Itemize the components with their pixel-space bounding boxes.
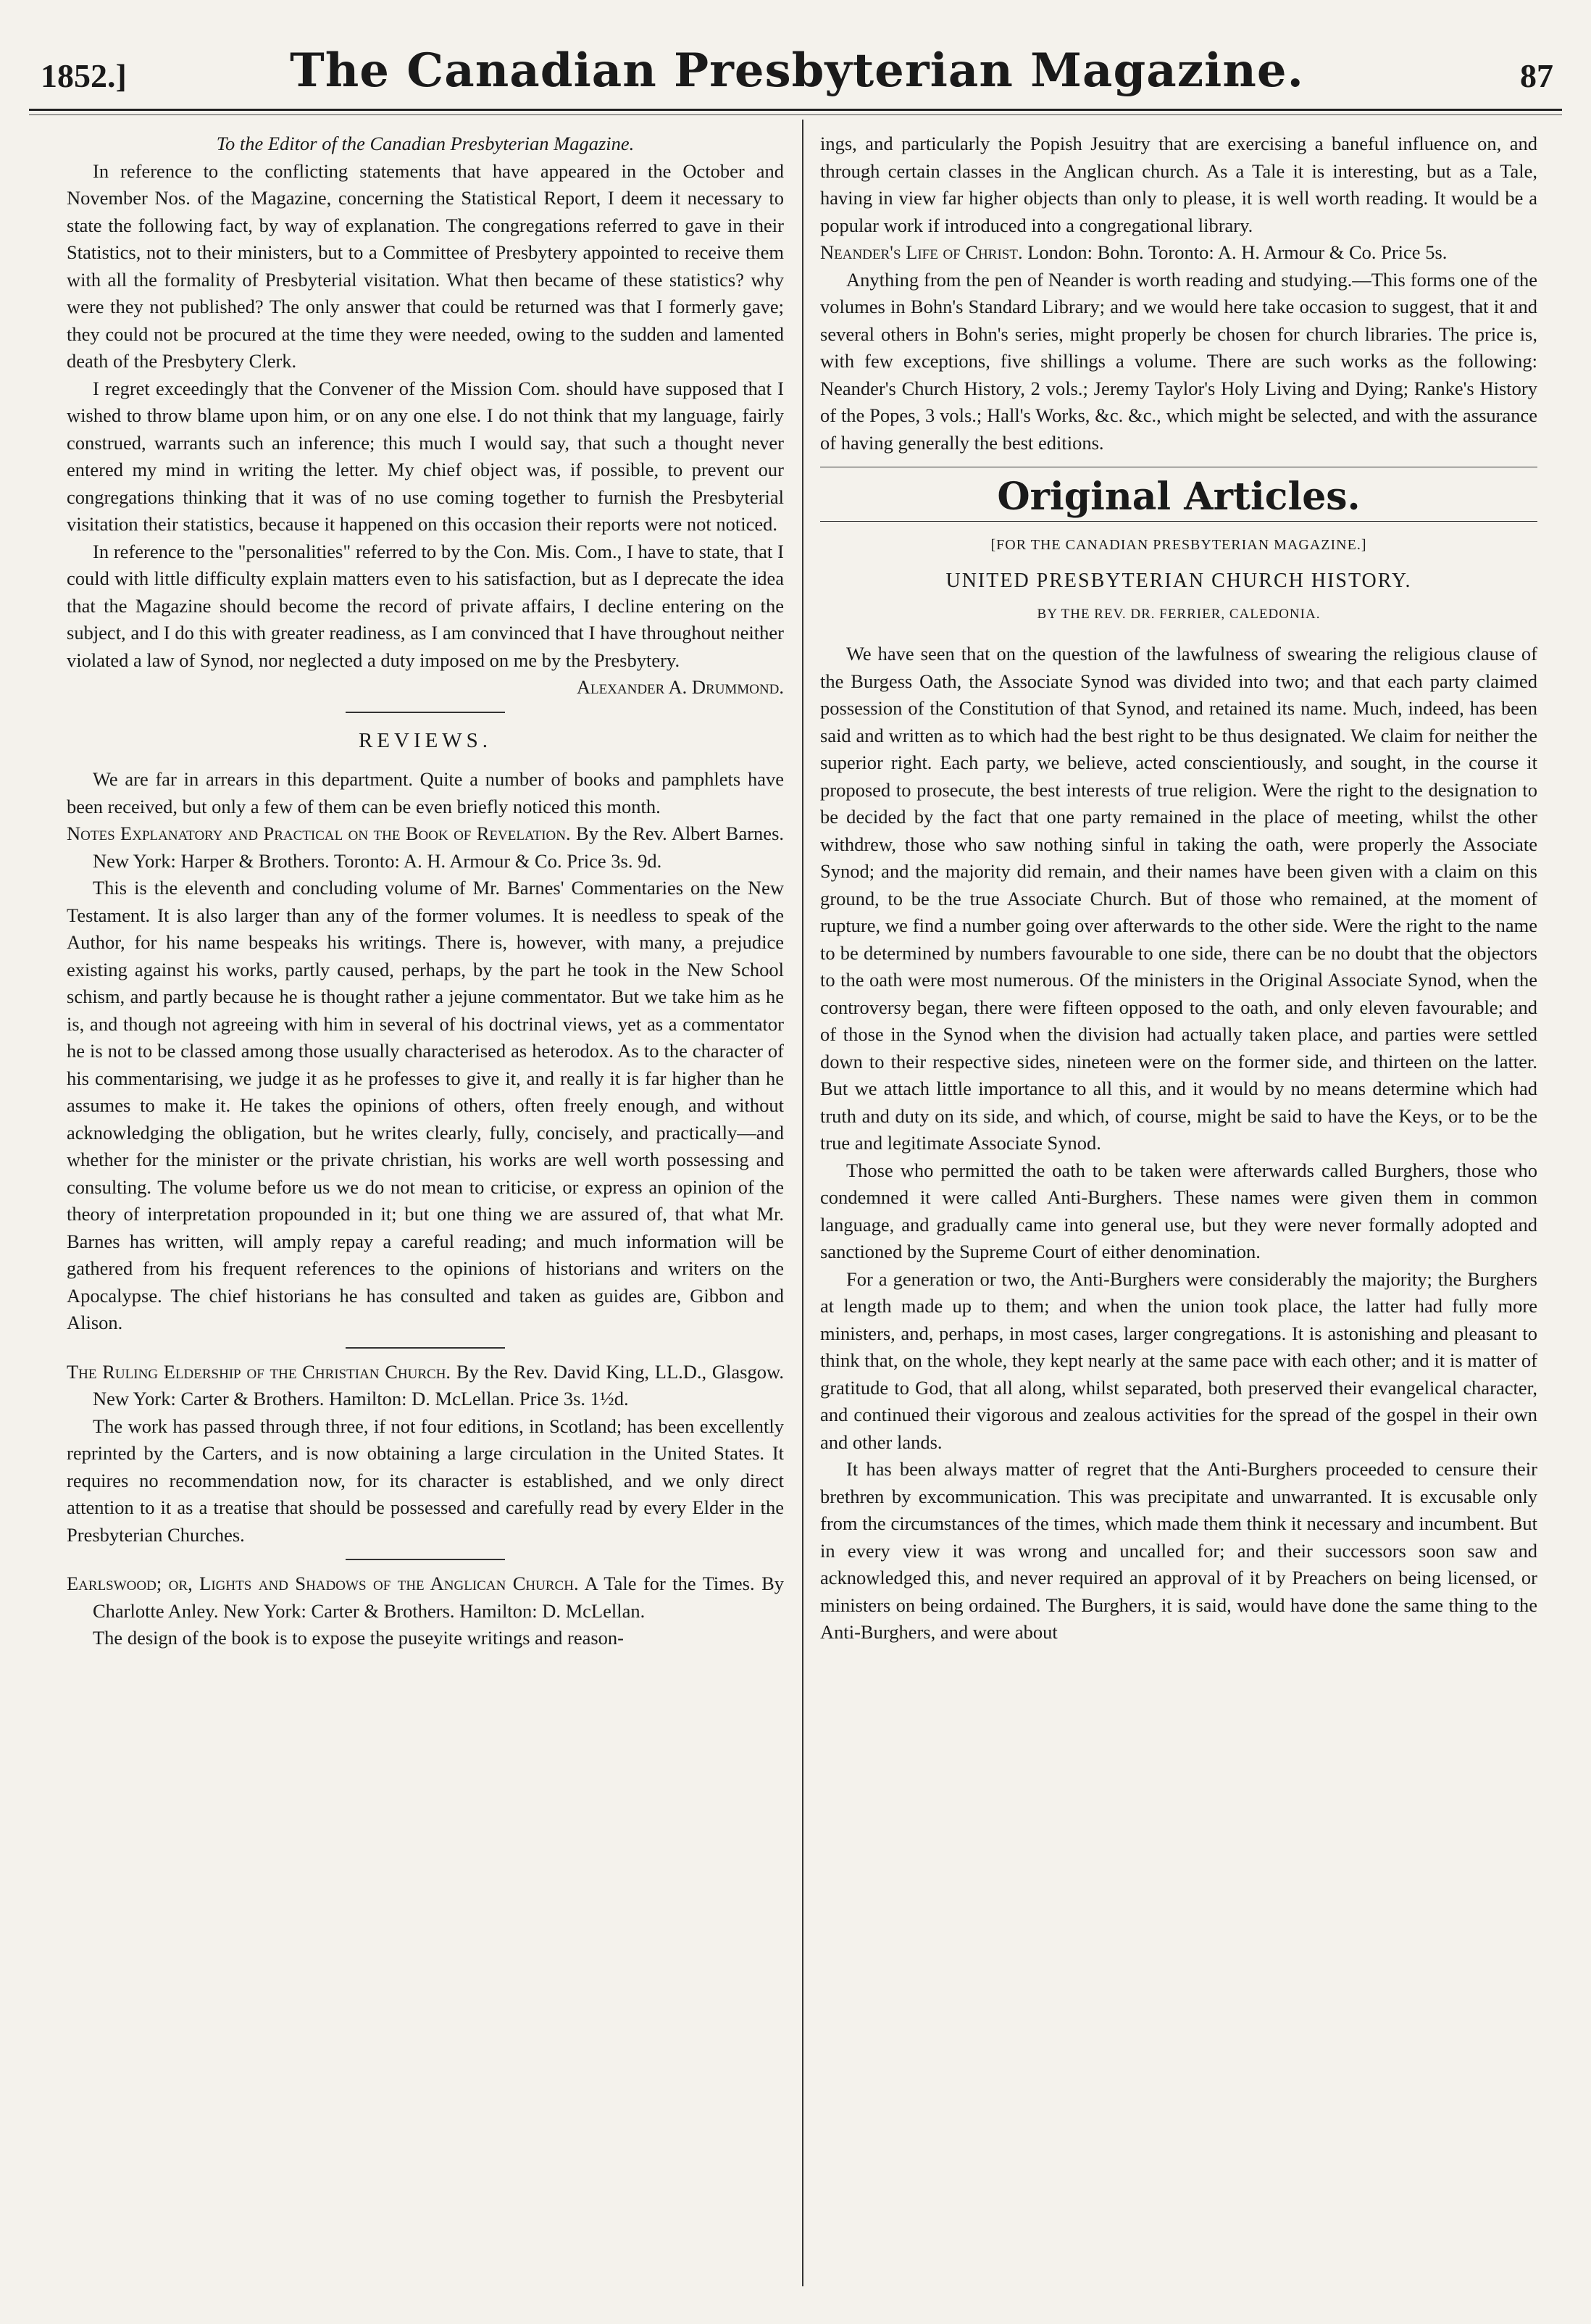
letter-paragraph: I regret exceedingly that the Convener of the Mission Com. should have supposed that I wished to throw blame upon him, or on any one else. I do not think that my language, fairly construed, warrants such an inference; this much I would say, that such a thought never entered my mind in writing the letter. My chief object was, if possible, to prevent our congregations thinking that it was of no use coming together to furnish the Presbyterial visitation their statistics, because it happened on this occasion their reports were not noticed. (67, 377, 784, 535)
review-continuation: ings, and particularly the Popish Jesuitry that are exercising a baneful influence on, and through certain classes in the Anglican church. As a Tale it is interesting, but as a Tale, having in view far higher objects than only to please, it is well worth reading. It would be a popular work if introduced into a congregational library. (820, 133, 1537, 236)
page-number: 87 (1520, 57, 1553, 94)
right-column (820, 130, 1537, 1646)
section-rule (346, 712, 505, 713)
letter-signature: Alexander A. Drummond. (576, 676, 784, 698)
review-body: The work has passed through three, if not four editions, in Scotland; has been excellently reprinted by the Carters, and is now obtaining a large circulation in the United States. It requires no recommendation now, for its character is established, and we only direct attention to it as a treatise that should be possessed and carefully read by every Elder in the Presbyterian Churches. (67, 1415, 784, 1546)
review-details: By the Rev. David King, LL.D., Glasgow. New York: Carter & Brothers. Hamilton: D. McLellan. Price 3s. 1½d. (93, 1360, 785, 1409)
reviews-intro: We are far in arrears in this department. Quite a number of books and pamphlets have been received, but only a few of them can be even briefly noticed this month. (67, 768, 784, 817)
review-body: This is the eleventh and concluding volume of Mr. Barnes' Commentaries on the New Testament. It is also larger than any of the former volumes. It is needless to speak of the Author, for his name bespeaks his writings. There is, however, with many, a prejudice existing against his works, partly caused, perhaps, by the part he took in the New School schism, and partly because he is thought rather a jejune commentator. But we take him as he is, and though not agreeing with him in several of his doctrinal views, yet as a commentator he is not to be classed among those usually characterised as heterodox. As to the character of his commentarising, we judge it as he professes to give it, and really it is far higher than he assumes to make it. He takes the opinions of others, often freely enough, and without acknowledging the obligation, but he writes clearly, fully, concisely, and practically—and whether for the minister or the private christian, his works are well worth possessing and consulting. The volume before us we do not mean to criticise, or express an opinion of the theory of interpretation propounded in it; but one thing we are assured of, that what Mr. Barnes has written, will amply repay a careful reading; and much information will be gathered from his frequent references to the opinions of historians and writers on the Apocalypse. The chief historians he has consulted and taken as guides are, Gibbon and Alison. (67, 877, 784, 1333)
left-column (67, 130, 784, 1652)
letter-paragraph: In reference to the conflicting statements that have appeared in the October and November Nos. of the Magazine, concerning the Statistical Report, I deem it necessary to state the following fact, by way of explanation. The congregations referred to gave in their Statistics, not to their ministers, but to a Committee of Presbytery appointed to receive them with all the formality of Presbyterial visitation. What then became of these statistics? why were they not published? The only answer that could be returned was that I formerly gave; they could not be procured at the time they were needed, owing to the sudden and lamented death of the Presbytery Clerk. (67, 159, 784, 372)
header-rule-thin (29, 114, 1562, 115)
review-entry-heading (820, 239, 1537, 267)
review-title: Neander's Life of Christ. (820, 241, 1023, 263)
review-entry-heading (67, 1570, 784, 1625)
original-articles-heading: Original Articles. (997, 475, 1361, 519)
article-title: UNITED PRESBYTERIAN CHURCH HISTORY. (945, 570, 1412, 592)
header-rule (29, 109, 1562, 111)
column-divider (802, 120, 803, 2286)
letter-salutation: To the Editor of the Canadian Presbyterian Magazine. (216, 133, 635, 154)
entry-rule (346, 1559, 505, 1560)
page-title: The Canadian Presbyterian Magazine. (290, 43, 1304, 98)
review-details: A Tale for the Times. By Charlotte Anley. New York: Carter & Brothers. Hamilton: D. McLellan. (93, 1573, 784, 1622)
header-year: 1852.] (41, 57, 127, 94)
review-body: Anything from the pen of Neander is worth reading and studying.—This forms one of the volumes in Bohn's Standard Library; and we would here take occasion to suggest, that it and several others in Bohn's series, might properly be chosen for church libraries. The price is, with few exceptions, five shillings a volume. There are such works as the following: Neander's Church History, 2 vols.; Jeremy Taylor's Holy Living and Dying; Ranke's History of the Popes, 3 vols.; Hall's Works, &c. &c., which might be selected, and with the assurance of having generally the best editions. (820, 268, 1537, 454)
review-body: The design of the book is to expose the puseyite writings and reason- (93, 1627, 625, 1649)
section-rule (820, 521, 1537, 522)
article-paragraph: We have seen that on the question of the lawfulness of swearing the religious clause of the Burgess Oath, the Associate Synod was divided into two; and that each party claimed possession of the Constitution of that Synod, and retained its name. Much, indeed, has been said and written as to which had the best right to be thus designated. We claim for neither the superior right. Each party, we believe, acted conscientiously, and sought, in the course it proposed to prosecute, the best interests of true religion. Were the right to the designation to be decided by the fact that one party remained in the place of meeting, whilst the other withdrew, those who saw nothing sinful in taking the oath, were properly the Associate Synod; and the majority did remain, and their names have been given with a claim on this ground, to be the true Associate Church. But of those who remained, at the moment of rupture, we find a number going over afterwards to the other side. Were the right to the name to be determined by numbers favourable to one side, there can be no doubt that the objectors to the oath were most numerous. Of the ministers in the Original Associate Synod, when the controversy began, there were fifteen opposed to the oath, and only eleven favourable; and of those in the Synod when the division had actually taken place, and parties were settled down to their respective sides, nineteen were on the former side, and thirteen on the latter. But we attach little importance to all this, and it would by no means determine which had truth and duty on its side, and which, of course, might be said to have the Keys, or to be the true and legitimate Associate Synod. (820, 643, 1537, 1154)
review-entry-heading (67, 820, 784, 875)
for-line: [FOR THE CANADIAN PRESBYTERIAN MAGAZINE.] (990, 536, 1367, 553)
article-byline: BY THE REV. DR. FERRIER, CALEDONIA. (1037, 606, 1321, 622)
article-paragraph: Those who permitted the oath to be taken were afterwards called Burghers, those who condemned it were called Anti-Burghers. These names were given them in common language, and gradually came into general use, but they were never formally adopted and sanctioned by the Supreme Court of either denomination. (820, 1159, 1537, 1262)
letter-paragraph: In reference to the "personalities" referred to by the Con. Mis. Com., I have to state, that I could with little difficulty explain matters even to his satisfaction, but as I deprecate the idea that the Magazine should become the record of private affairs, I decline entering on the subject, and I do this with greater readiness, as I am convinced that I have throughout neither violated a law of Synod, nor neglected a duty imposed on me by the Presbytery. (67, 540, 784, 671)
reviews-heading: REVIEWS. (358, 728, 493, 752)
entry-rule (346, 1347, 505, 1349)
review-details: London: Bohn. Toronto: A. H. Armour & Co. Price 5s. (1027, 241, 1448, 263)
review-title: The Ruling Eldership of the Christian Church. (67, 1360, 451, 1383)
review-title: Earlswood; or, Lights and Shadows of the Anglican Church. (67, 1573, 579, 1594)
article-paragraph: For a generation or two, the Anti-Burghers were considerably the majority; the Burghers at length made up to them; and when the union took place, the latter had fully more ministers, and, perhaps, in most cases, larger congregations. It is astonishing and pleasant to think that, on the whole, they kept nearly at the same pace with each other; and it is matter of gratitude to God, that all along, whilst separated, both preserved their evangelical character, and continued their vigorous and zealous activities for the spread of the gospel in their own and other lands. (820, 1267, 1537, 1453)
article-paragraph: It has been always matter of regret that the Anti-Burghers proceeded to censure their brethren by excommunication. This was precipitate and unwarranted. It is excusable only from the circumstances of the times, which made them think it necessary and incumbent. But in every view it was wrong and uncalled for; and their successors soon saw and acknowledged this, and never required an approval of it by Preachers on being licensed, or ministers on being ordained. The Burghers, it is said, would have done the same thing to the Anti-Burghers, and were about (820, 1458, 1537, 1643)
review-title: Notes Explanatory and Practical on the Book of Revelation. (67, 822, 571, 844)
review-details: By the Rev. Albert Barnes. New York: Harper & Brothers. Toronto: A. H. Armour & Co. Price 3s. 9d. (93, 822, 785, 872)
review-entry-heading (67, 1359, 784, 1413)
